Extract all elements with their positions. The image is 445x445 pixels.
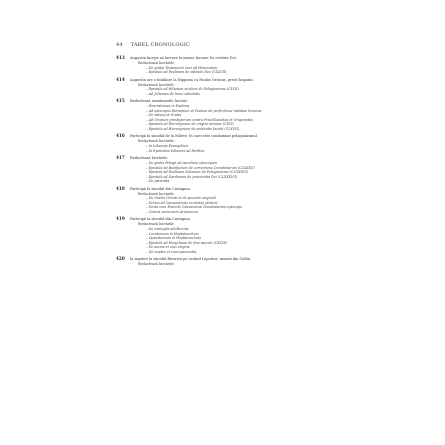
work-title: – Locutionum in Heptateuchum [146, 231, 199, 236]
work-title: – De natura et Gratia [146, 113, 182, 118]
work-title: – Sermo ad Caesareensis ecclesiae plebem [146, 200, 218, 205]
work-title: – De nuptiis et concupiscentia. [146, 249, 198, 254]
entry-lead-text: Augustin începe să lucreze la marea lucrare De civitate Dei. [130, 56, 237, 60]
work-title: – In Iohannis Evangelium [146, 144, 189, 149]
work-title: – Epistula ad Hesychium de fine saeculi (CXCIX) [146, 240, 228, 245]
entry-year: 419 [116, 216, 125, 222]
entry-subheading: Redactează lucrările: [138, 222, 175, 227]
entry-subheading: Redactează lucrările: [138, 61, 175, 65]
entry-year: 416 [116, 133, 125, 139]
works-list [146, 196, 322, 214]
works-list [146, 161, 322, 184]
entry-subheading: Redactează lucrările: [138, 82, 175, 87]
chronology-entry [116, 256, 322, 267]
entry-year: 420 [116, 256, 125, 262]
entry-lead-text: Participă la sinodul din Cartagina. [130, 186, 191, 191]
work-title: – De coniugiis adulterinis [146, 227, 189, 232]
entry-lead-text: Redactează următoarele lucrări: [130, 99, 188, 104]
work-title: – Gesta cum Emerito Caesareensi Donatistarum episcopo [146, 205, 243, 210]
work-title: – De patientia. [146, 179, 171, 184]
chronology-entry [116, 155, 322, 184]
running-title: TABEL CRONOLOGIC [130, 42, 191, 48]
entry-subheading: Redactează lucrările: [138, 262, 175, 267]
work-title: – De anima et eius origine [146, 245, 190, 250]
works-list [146, 104, 322, 131]
chronology-entry [116, 133, 322, 153]
work-title: – In Epistolam Iohannis ad Parthos. [146, 148, 206, 153]
work-title: – Epistula ad Dardanum de praesentia Dei (CLXXXVII) [146, 174, 238, 179]
entry-subheading: Redactează lucrările: [138, 139, 175, 144]
entry-year: 413 [116, 55, 125, 60]
work-title: – De gratia Testamenti novi ad Honoratum [146, 65, 218, 70]
work-title: – Epistula ad Hieronymum de origine animae (CXVI) [146, 122, 234, 127]
chronology-entries [116, 55, 322, 269]
work-title: – Epistula ad Hilarium siculum de Pelagianismo (CLVII) [146, 87, 239, 92]
chronology-entry [116, 216, 322, 254]
work-title: – Enarrationes in Psalmos [146, 104, 190, 109]
work-title: – Epistula ad Paulinam de videndo Deo (CXLVII). [146, 70, 228, 75]
work-title: – Epistula ad Bonifacium de correctione Donatistarum (CLXXXV) [146, 165, 255, 170]
works-list [146, 227, 322, 254]
entry-year: 415 [116, 98, 125, 104]
works-list [146, 66, 322, 75]
chronology-entry [116, 98, 322, 131]
entry-lead-text: Ia naştere la sinodul Bisericii pe cerând Leporius, monah din Gallia. [130, 257, 251, 262]
entry-year: 414 [116, 76, 125, 82]
work-title: – Contra sermonem Arianorum. [146, 209, 199, 214]
entry-year: 418 [116, 185, 125, 191]
work-title: – De Gratia Christi et de peccato originali [146, 196, 216, 201]
works-list [146, 144, 322, 153]
entry-subheading: Redactează lucrările: [138, 191, 175, 196]
work-title: – Ad episcopos Eutropium et Paulum de perfectione iustitiae hominis [146, 108, 262, 113]
page-number: 44 [116, 42, 123, 48]
work-title: – Epistula ad Hieronymum de sententia Iacobi (CLXVII). [146, 126, 241, 131]
entry-lead-text: Augustin are o întâlnire la Hippona cu Paulus Orosius, preot hispanic. [130, 77, 255, 82]
work-title: – Epistula ad Paulinum Nolanum de Pelagianismo (CLXXXVI) [146, 170, 248, 175]
chronology-entry [116, 186, 322, 215]
chronology-entry [116, 77, 322, 97]
works-list [146, 87, 322, 96]
entry-lead-text: Participă la sinodul de la Mileve, în care este condamnat pelagianismul. [130, 134, 258, 139]
work-title: – Quaestionum in Heptateuchum [146, 236, 201, 241]
work-title: – De gestis Pelagii ad Aurelium episcopum [146, 161, 218, 166]
entry-lead-text: Participă la sinodul din Cartagina. [130, 217, 191, 222]
work-title: – Ad Orosium presbyterum contra Priscillianistas et Origenistas [146, 117, 253, 122]
entry-year: 417 [116, 155, 125, 161]
entry-lead-text: Redactează lucrările: [130, 156, 168, 161]
running-header [116, 42, 190, 48]
chronology-entry [116, 55, 322, 75]
work-title: – Ad Julianam de bono viduitatis [146, 91, 200, 96]
